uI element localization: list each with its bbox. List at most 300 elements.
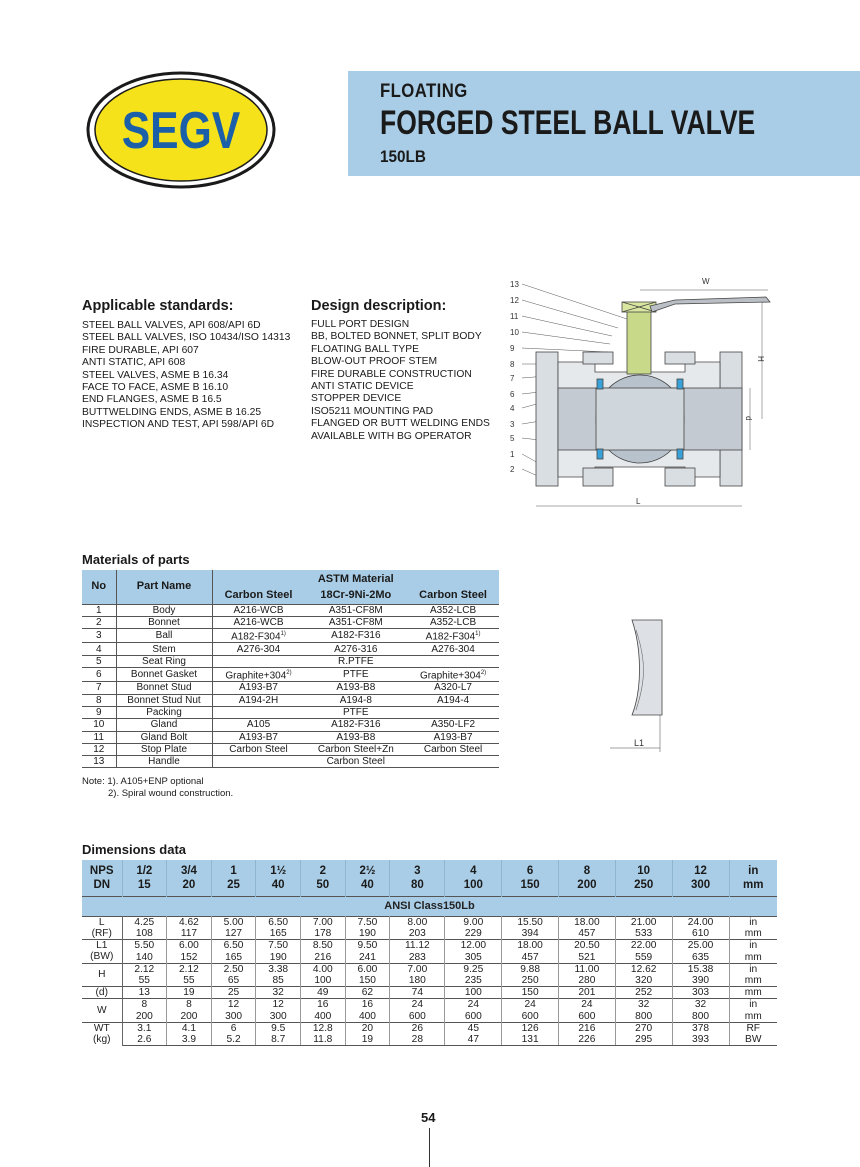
dim-value: 800	[615, 1011, 672, 1023]
unit-column	[729, 860, 777, 896]
design-item: ANTI STATIC DEVICE	[311, 381, 414, 393]
material-row	[82, 743, 499, 755]
material-no: 13	[82, 756, 116, 768]
dim-value: 800	[672, 1011, 729, 1023]
callout-11: 11	[510, 312, 519, 321]
dim-value: 235	[445, 975, 502, 987]
dim-unit: mm	[744, 951, 762, 963]
size-column	[615, 860, 672, 896]
dim-value: 7.00	[390, 963, 445, 975]
dn-value: 80	[410, 878, 424, 891]
dn-label: DN	[93, 878, 111, 891]
banner-title: FORGED STEEL BALL VALVE	[380, 104, 756, 142]
dim-value: 521	[559, 951, 616, 963]
dim-value: 200	[122, 1011, 167, 1023]
size-column	[122, 860, 167, 896]
dn-value: 40	[361, 878, 374, 891]
materials-table	[82, 570, 499, 768]
material-value: A193-B8	[336, 731, 376, 743]
dim-value: 3.9	[167, 1034, 212, 1046]
dim-value: 108	[122, 928, 167, 940]
material-no: 4	[82, 643, 116, 655]
material-part: Handle	[116, 756, 212, 768]
dim-value: 559	[615, 951, 672, 963]
nps-label: NPS	[89, 864, 114, 877]
material-c2	[304, 604, 407, 616]
dim-h-label: H	[756, 356, 765, 362]
material-row	[82, 731, 499, 743]
dim-value: 15.50	[502, 916, 559, 928]
dim-value: 32	[615, 999, 672, 1011]
material-row	[82, 694, 499, 706]
material-value: PTFE	[343, 669, 369, 681]
material-value: A105	[246, 719, 271, 731]
dim-value: 241	[345, 951, 390, 963]
dim-value: 152	[167, 951, 212, 963]
dim-header-label	[82, 860, 122, 896]
material-row	[82, 682, 499, 694]
material-no: 11	[82, 731, 116, 743]
dim-value: 5.00	[211, 916, 256, 928]
dim-unit: in	[729, 963, 777, 975]
dim-row	[82, 928, 777, 940]
dim-value: 4.25	[122, 916, 167, 928]
dim-value: 6.00	[345, 963, 390, 975]
dim-value: 100	[301, 975, 346, 987]
material-part: Seat Ring	[116, 655, 212, 667]
dim-value: 600	[559, 1011, 616, 1023]
butt-weld-end-drawing	[600, 610, 700, 760]
dim-value: 15.38	[672, 963, 729, 975]
dim-value: 24	[390, 999, 445, 1011]
standard-item: STEEL VALVES, ASME B 16.34	[82, 369, 229, 381]
material-no: 3	[82, 629, 116, 643]
dim-unit: mm	[729, 987, 777, 999]
dim-label-line: (BW)	[90, 951, 114, 963]
material-part: Packing	[116, 706, 212, 718]
material-part: Body	[116, 604, 212, 616]
title-banner	[348, 71, 860, 176]
material-row	[82, 756, 499, 768]
banner-rating: 150LB	[380, 147, 426, 166]
logo-text: SEGV	[121, 102, 241, 161]
material-c3	[407, 731, 499, 743]
standard-item: INSPECTION AND TEST, API 598/API 6D	[82, 419, 275, 431]
material-value: A193-B7	[433, 731, 473, 743]
size-column	[345, 860, 390, 896]
material-row	[82, 643, 499, 655]
col-carbon-steel-1: Carbon Steel	[212, 588, 304, 604]
dim-value: 6.50	[256, 916, 301, 928]
nps-value: 6	[526, 864, 534, 877]
standard-item: END FLANGES, ASME B 16.5	[82, 394, 222, 406]
dim-value: 378	[672, 1022, 729, 1034]
col-part-name: Part Name	[116, 570, 212, 604]
callout-4: 4	[510, 404, 515, 413]
dim-value: 3.38	[256, 963, 301, 975]
callout-9: 9	[510, 344, 515, 353]
material-value: A350-LF2	[431, 719, 476, 731]
dim-value: 2.50	[211, 963, 256, 975]
dim-value: 320	[615, 975, 672, 987]
dim-value: 12.8	[301, 1022, 346, 1034]
size-column	[211, 860, 256, 896]
dim-value: 9.88	[502, 963, 559, 975]
design-heading: Design description:	[311, 298, 447, 314]
material-c1	[212, 731, 304, 743]
dim-row-label	[82, 916, 122, 940]
dim-unit: mm	[744, 927, 762, 939]
material-value: Carbon Steel	[423, 743, 483, 755]
dim-value: 2.6	[122, 1034, 167, 1046]
dim-value: 400	[301, 1011, 346, 1023]
dim-value: 300	[211, 1011, 256, 1023]
callout-5: 5	[510, 434, 515, 443]
material-row	[82, 719, 499, 731]
col-carbon-steel-2: Carbon Steel	[407, 588, 499, 604]
material-value: A351-CF8M	[328, 616, 383, 628]
material-value: A182-F316	[331, 719, 381, 731]
dimensions-table	[82, 860, 777, 1046]
dim-value: 216	[559, 1022, 616, 1034]
material-c2	[304, 629, 407, 643]
note-1: Note: 1). A105+ENP optional	[82, 776, 204, 787]
callout-8: 8	[510, 360, 515, 369]
valve-section-drawing	[500, 272, 780, 517]
dim-label-line: L	[98, 916, 105, 928]
dim-value: 26	[390, 1022, 445, 1034]
dim-value: 600	[445, 1011, 502, 1023]
dim-value: 295	[615, 1034, 672, 1046]
dim-value: 180	[390, 975, 445, 987]
dim-value: 20.50	[559, 940, 616, 952]
dim-value: 4.00	[301, 963, 346, 975]
callout-3: 3	[510, 420, 515, 429]
standard-item: FACE TO FACE, ASME B 16.10	[82, 382, 229, 394]
segv-logo	[86, 71, 276, 189]
dim-row	[82, 963, 777, 975]
material-value: A194-4	[436, 694, 470, 706]
material-c2	[304, 743, 407, 755]
footnote-mark: 2)	[480, 670, 487, 677]
footnote-mark: 1)	[280, 631, 286, 638]
dim-d-label: d	[744, 416, 753, 421]
dim-value: 5.2	[211, 1034, 256, 1046]
material-row	[82, 616, 499, 628]
dim-value: 25	[211, 987, 256, 999]
size-column	[301, 860, 346, 896]
nps-value: 8	[583, 864, 591, 877]
nps-value: 3/4	[180, 864, 197, 877]
dim-unit: in	[729, 999, 777, 1011]
dim-value: 600	[502, 1011, 559, 1023]
material-row	[82, 668, 499, 682]
dim-value: 6.00	[167, 940, 212, 952]
class-label: ANSI Class150Lb	[82, 896, 777, 916]
dim-value: 390	[672, 975, 729, 987]
material-c2	[304, 616, 407, 628]
nps-value: 1/2	[136, 864, 153, 877]
standard-item: FIRE DURABLE, API 607	[82, 344, 199, 356]
dim-value: 9.50	[345, 940, 390, 952]
dim-value: 610	[672, 928, 729, 940]
dim-row-label	[82, 940, 122, 964]
dim-value: 9.00	[445, 916, 502, 928]
material-all: PTFE	[212, 706, 499, 718]
material-c2	[304, 682, 407, 694]
material-c1	[212, 682, 304, 694]
dim-value: 65	[211, 975, 256, 987]
material-value: A276-304	[236, 643, 281, 655]
dim-unit: RF	[729, 1022, 777, 1034]
dim-value: 22.00	[615, 940, 672, 952]
material-no: 9	[82, 706, 116, 718]
dn-value: 300	[690, 878, 711, 891]
size-column	[672, 860, 729, 896]
dim-value: 457	[502, 951, 559, 963]
material-c1	[212, 694, 304, 706]
material-c3	[407, 604, 499, 616]
dim-value: 533	[615, 928, 672, 940]
material-row	[82, 629, 499, 643]
material-c1	[212, 719, 304, 731]
dim-row	[82, 951, 777, 963]
dim-row	[82, 1022, 777, 1034]
dim-value: 16	[301, 999, 346, 1011]
nps-value: 2½	[359, 864, 376, 877]
design-item: STOPPER DEVICE	[311, 393, 402, 405]
nps-value: 10	[637, 864, 651, 877]
material-c2	[304, 694, 407, 706]
dim-value: 7.50	[256, 940, 301, 952]
dim-value: 9.25	[445, 963, 502, 975]
material-row	[82, 655, 499, 667]
material-no: 10	[82, 719, 116, 731]
standard-item: STEEL BALL VALVES, ISO 10434/ISO 14313	[82, 332, 291, 344]
nps-value: 1	[230, 864, 237, 877]
dim-value: 11.8	[301, 1034, 346, 1046]
dim-row	[82, 1011, 777, 1023]
material-c2	[304, 731, 407, 743]
dim-label-line: (kg)	[92, 1034, 111, 1046]
standards-heading: Applicable standards:	[82, 298, 234, 314]
material-value: A352-LCB	[430, 616, 477, 628]
callout-2: 2	[510, 465, 515, 474]
material-part: Bonnet Gasket	[116, 668, 212, 682]
material-c3	[407, 682, 499, 694]
dn-value: 250	[634, 878, 654, 891]
material-no: 6	[82, 668, 116, 682]
dim-value: 190	[256, 951, 301, 963]
unit-top: in	[748, 864, 759, 877]
dim-value: 2.12	[167, 963, 212, 975]
dim-value: 12	[256, 999, 301, 1011]
material-value: A320-L7	[434, 682, 472, 694]
dim-value: 165	[211, 951, 256, 963]
dim-value: 270	[615, 1022, 672, 1034]
dim-value: 300	[256, 1011, 301, 1023]
dim-label-line: H	[98, 969, 106, 981]
footnote-mark: 1)	[475, 631, 481, 638]
dim-value: 2.12	[122, 963, 167, 975]
material-c1	[212, 629, 304, 643]
dim-unit: mm	[744, 975, 762, 987]
dim-value: 250	[502, 975, 559, 987]
nps-value: 4	[470, 864, 477, 877]
material-row	[82, 604, 499, 616]
material-all: Carbon Steel	[212, 756, 499, 768]
material-no: 7	[82, 682, 116, 694]
dim-value: 11.00	[559, 963, 616, 975]
dim-value: 283	[390, 951, 445, 963]
material-value: A216-WCB	[233, 616, 284, 628]
material-c1	[212, 616, 304, 628]
dim-value: 8	[122, 999, 167, 1011]
size-column	[445, 860, 502, 896]
dim-value: 305	[445, 951, 502, 963]
dim-value: 457	[559, 928, 616, 940]
dim-row	[82, 916, 777, 928]
dim-value: 8.50	[301, 940, 346, 952]
dim-value: 5.50	[122, 940, 167, 952]
material-value: Graphite+304	[419, 670, 481, 682]
dim-value: 252	[615, 987, 672, 999]
dim-value: 117	[167, 928, 212, 940]
design-item: FLOATING BALL TYPE	[311, 343, 419, 355]
dim-value: 12.00	[445, 940, 502, 952]
dn-value: 15	[137, 878, 151, 891]
material-c2	[304, 668, 407, 682]
callout-10: 10	[510, 328, 519, 337]
dim-value: 150	[502, 987, 559, 999]
dim-value: 13	[122, 987, 167, 999]
material-no: 2	[82, 616, 116, 628]
dn-value: 50	[316, 878, 330, 891]
material-part: Bonnet Stud	[116, 682, 212, 694]
dim-value: 635	[672, 951, 729, 963]
dim-label-line: WT	[93, 1023, 110, 1035]
dim-value: 303	[672, 987, 729, 999]
dim-value: 24	[559, 999, 616, 1011]
col-no: No	[82, 570, 116, 604]
material-value: A194-2H	[238, 694, 279, 706]
material-c1	[212, 668, 304, 682]
material-c3	[407, 616, 499, 628]
dim-row	[82, 1034, 777, 1046]
dn-value: 100	[463, 878, 483, 891]
material-c3	[407, 719, 499, 731]
dim-row	[82, 987, 777, 999]
size-column	[559, 860, 616, 896]
material-part: Gland	[116, 719, 212, 731]
callout-12: 12	[510, 296, 519, 305]
material-c1	[212, 643, 304, 655]
material-value: Graphite+304	[225, 670, 287, 682]
unit-bottom: mm	[743, 878, 764, 891]
dim-value: 18.00	[502, 940, 559, 952]
material-part: Bonnet	[116, 616, 212, 628]
dim-row	[82, 975, 777, 987]
dim-value: 126	[502, 1022, 559, 1034]
design-item: FULL PORT DESIGN	[311, 319, 410, 330]
material-c1	[212, 743, 304, 755]
standard-item: BUTTWELDING ENDS, ASME B 16.25	[82, 406, 262, 418]
dim-value: 6.50	[211, 940, 256, 952]
dim-label-line: L1	[96, 940, 108, 952]
dim-value: 49	[301, 987, 346, 999]
dim-value: 400	[345, 1011, 390, 1023]
callout-1: 1	[510, 450, 515, 459]
dim-value: 20	[345, 1022, 390, 1034]
nps-value: 1½	[270, 864, 287, 877]
material-c2	[304, 719, 407, 731]
dim-value: 74	[390, 987, 445, 999]
standard-item: STEEL BALL VALVES, API 608/API 6D	[82, 320, 261, 331]
material-value: A276-316	[334, 643, 378, 655]
design-item: BB, BOLTED BONNET, SPLIT BODY	[311, 331, 482, 343]
dn-value: 150	[520, 878, 540, 891]
dim-value: 226	[559, 1034, 616, 1046]
class-row	[82, 896, 777, 916]
col-astm-material: ASTM Material	[212, 570, 499, 588]
material-c2	[304, 643, 407, 655]
banner-subtitle: FLOATING	[380, 81, 468, 102]
dim-value: 24	[445, 999, 502, 1011]
material-no: 1	[82, 604, 116, 616]
dim-value: 4.62	[167, 916, 212, 928]
callout-6: 6	[510, 390, 515, 399]
note-2: 2). Spiral wound construction.	[108, 788, 234, 799]
dim-value: 190	[345, 928, 390, 940]
dim-value: 55	[122, 975, 167, 987]
dim-value: 3.1	[122, 1022, 167, 1034]
dim-value: 393	[672, 1034, 729, 1046]
material-c3	[407, 743, 499, 755]
dn-value: 200	[577, 878, 597, 891]
material-no: 5	[82, 655, 116, 667]
size-column	[390, 860, 445, 896]
dim-value: 178	[301, 928, 346, 940]
dim-value: 7.50	[345, 916, 390, 928]
material-value: A182-F316	[331, 630, 381, 642]
design-item: AVAILABLE WITH BG OPERATOR	[311, 430, 472, 442]
dim-unit: BW	[729, 1034, 777, 1046]
material-value: A216-WCB	[233, 604, 284, 616]
dim-value: 7.00	[301, 916, 346, 928]
dim-value: 62	[345, 987, 390, 999]
material-no: 8	[82, 694, 116, 706]
dim-value: 21.00	[615, 916, 672, 928]
dim-value: 200	[167, 1011, 212, 1023]
material-no: 12	[82, 743, 116, 755]
material-value: Carbon Steel	[229, 743, 288, 755]
dim-value: 600	[390, 1011, 445, 1023]
design-item: ISO5211 MOUNTING PAD	[311, 405, 434, 417]
dim-row	[82, 999, 777, 1011]
dim-value: 280	[559, 975, 616, 987]
callout-13: 13	[510, 280, 519, 289]
material-value: A193-B7	[239, 682, 278, 694]
dimensions-heading: Dimensions data	[82, 842, 187, 857]
dim-row	[82, 940, 777, 952]
material-part: Bonnet Stud Nut	[116, 694, 212, 706]
size-column	[167, 860, 212, 896]
dim-value: 203	[390, 928, 445, 940]
callout-7: 7	[510, 374, 515, 383]
dim-value: 8	[167, 999, 212, 1011]
dim-value: 45	[445, 1022, 502, 1034]
dn-value: 20	[182, 878, 196, 891]
